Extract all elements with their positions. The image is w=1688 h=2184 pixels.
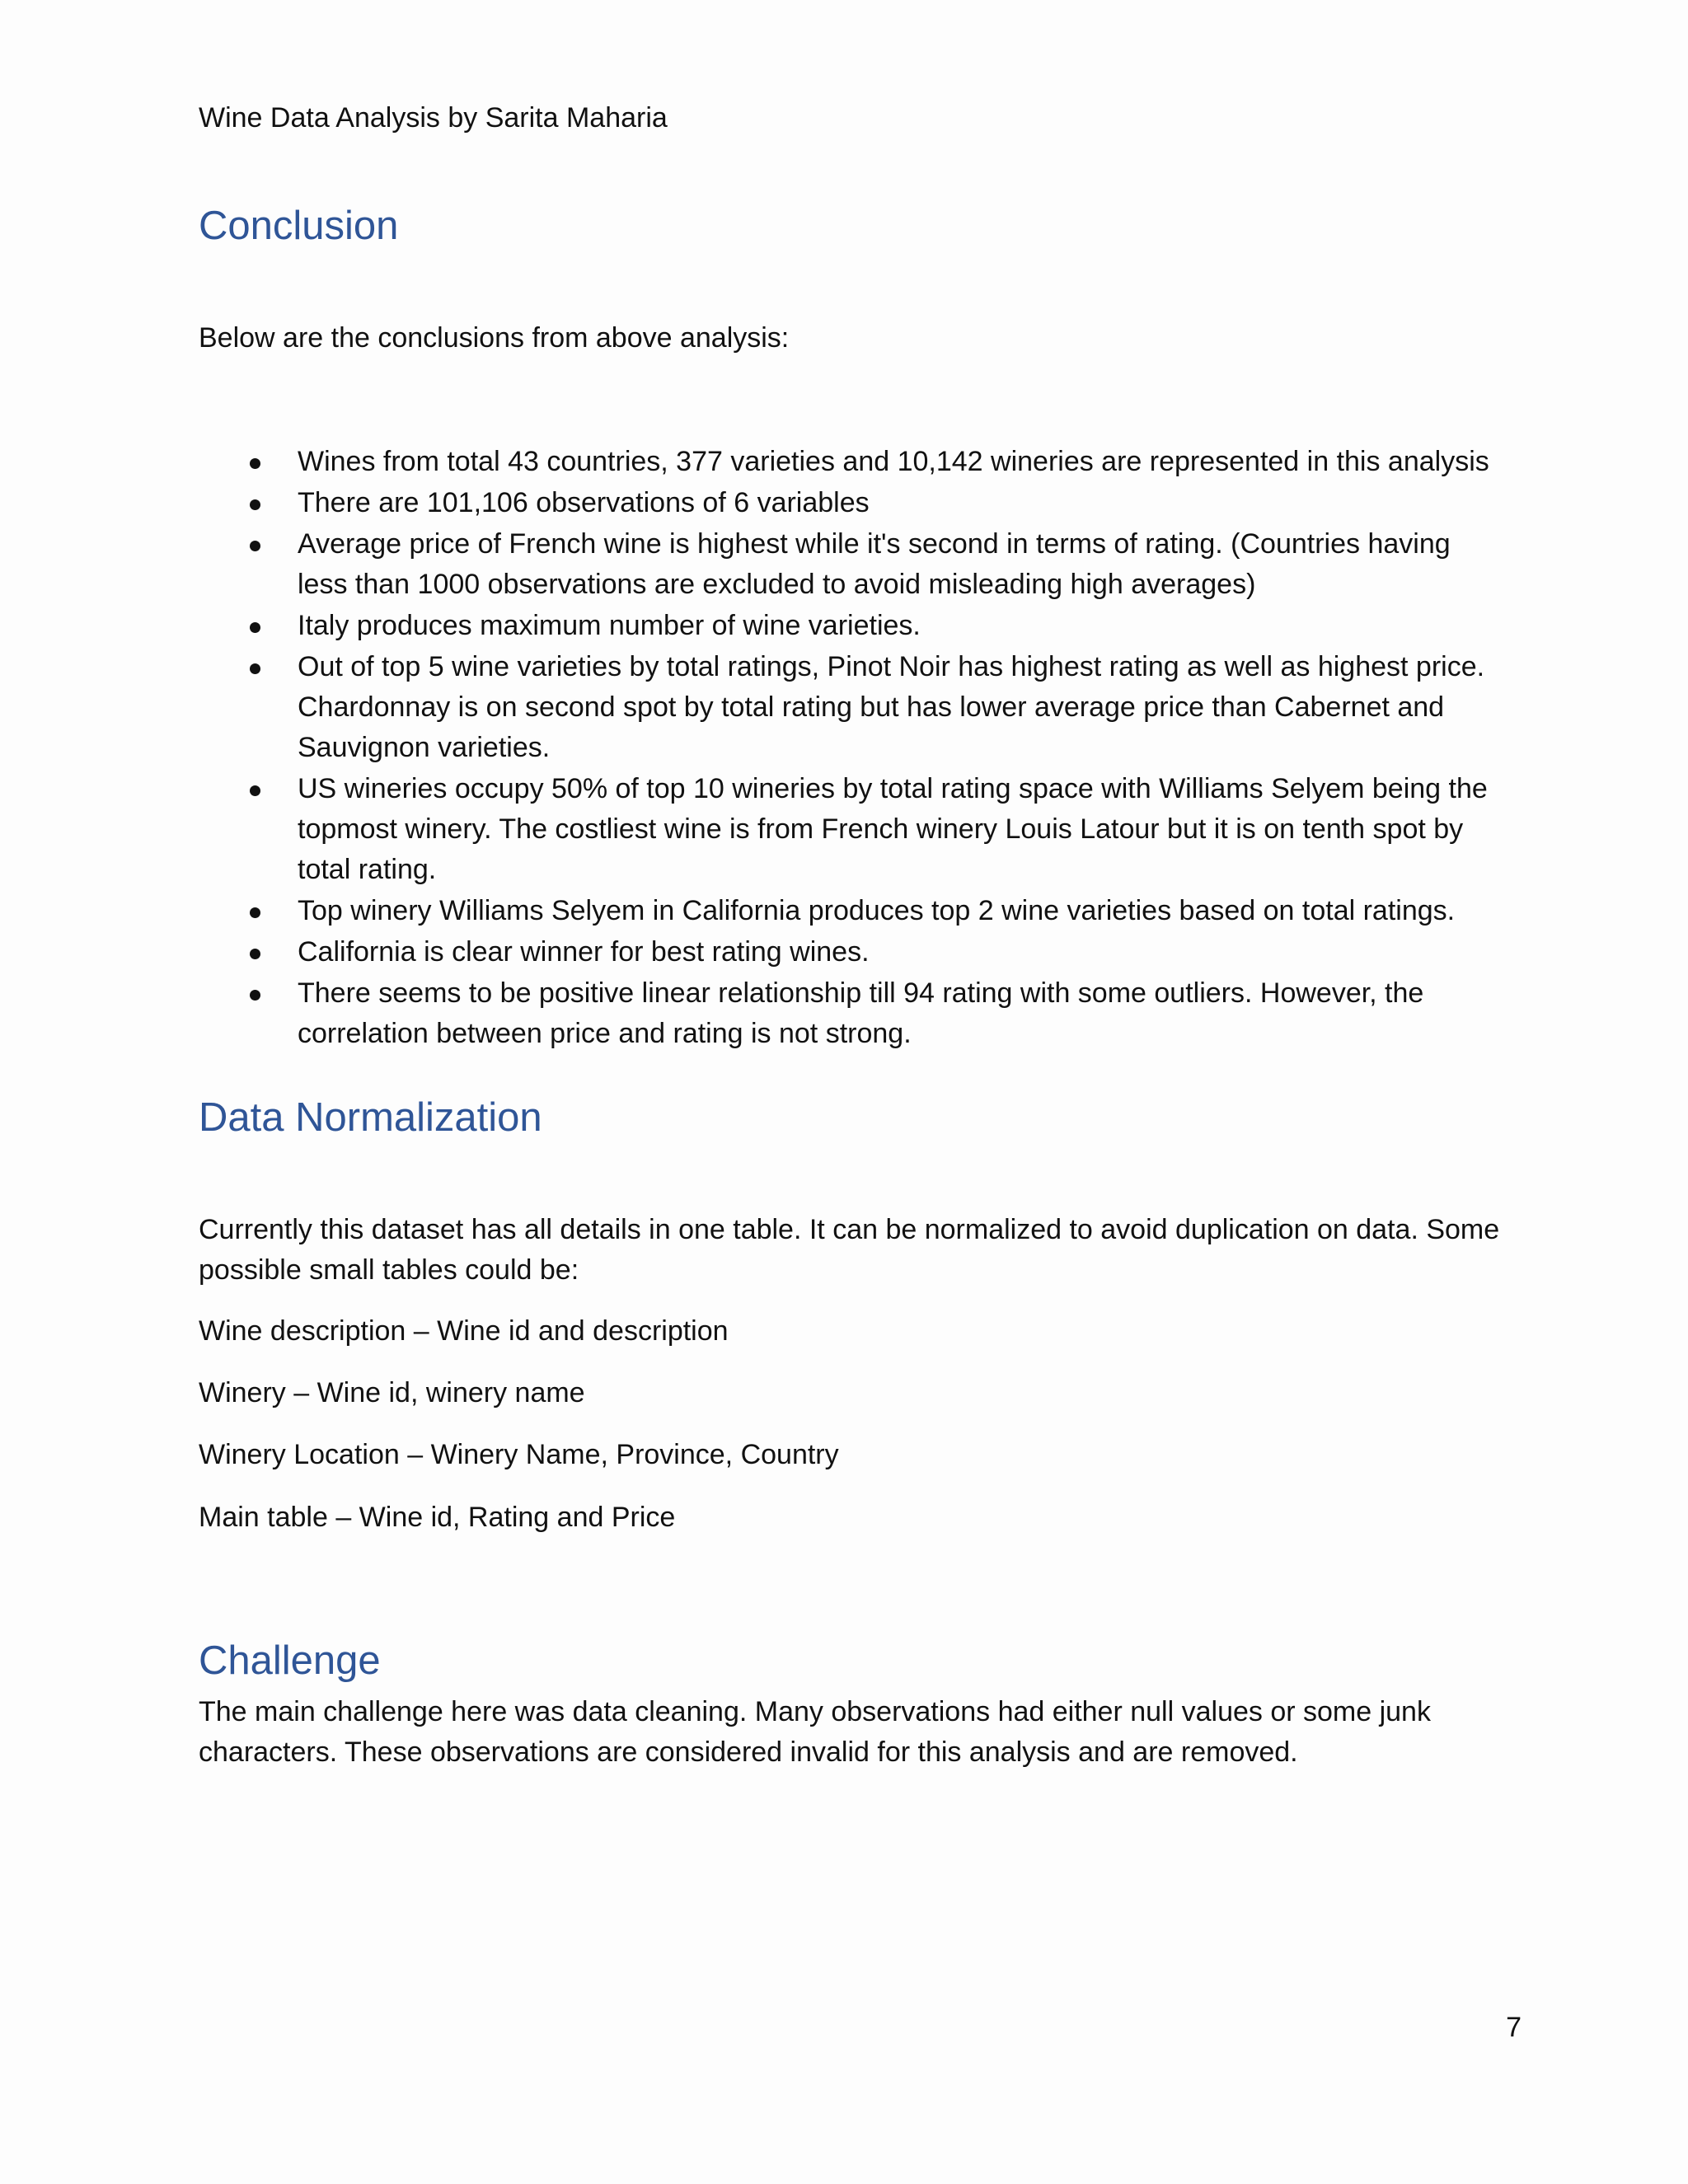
table-description-line: Main table – Wine id, Rating and Price (199, 1502, 676, 1533)
conclusion-heading: Conclusion (199, 204, 399, 248)
challenge-heading: Challenge (199, 1638, 381, 1683)
conclusion-bullet-list (199, 442, 1501, 1055)
bullet-icon (250, 663, 260, 674)
page-number: 7 (1506, 2012, 1522, 2043)
bullet-icon (250, 622, 260, 633)
normalization-heading: Data Normalization (199, 1095, 542, 1140)
bullet-text: Italy produces maximum number of wine varieties. (298, 610, 921, 641)
bullet-icon (250, 541, 260, 551)
table-description-line: Winery – Wine id, winery name (199, 1377, 585, 1408)
bullet-text: Average price of French wine is highest while it's second in terms of rating. (Countries having less than 1000 observations are excluded to avoid misleading high averages) (298, 528, 1451, 600)
bullet-icon (250, 949, 260, 959)
table-description-line: Winery Location – Winery Name, Province, Country (199, 1439, 839, 1470)
bullet-text: Wines from total 43 countries, 377 varieties and 10,142 wineries are represented in this analysis (298, 446, 1489, 477)
bullet-text: US wineries occupy 50% of top 10 wineries by total rating space with Williams Selyem being the topmost winery. The costliest wine is from French winery Louis Latour but it is on tenth spot by total rating. (298, 773, 1488, 885)
bullet-icon (250, 458, 260, 469)
list-item (199, 973, 1501, 1054)
conclusion-intro: Below are the conclusions from above analysis: (199, 322, 790, 354)
normalization-intro: Currently this dataset has all details in one table. It can be normalized to avoid duplication on data. Some possible small tables could be: (199, 1214, 1500, 1286)
list-item (199, 769, 1501, 890)
list-item (199, 606, 1501, 646)
bullet-text: There seems to be positive linear relationship till 94 rating with some outliers. However, the correlation between price and rating is not strong. (298, 977, 1424, 1049)
bullet-icon (250, 785, 260, 796)
bullet-icon (250, 990, 260, 1001)
list-item (199, 932, 1501, 972)
challenge-text: The main challenge here was data cleaning. Many observations had either null values or some junk characters. These observations are considered invalid for this analysis and are removed. (199, 1696, 1431, 1768)
bullet-text: There are 101,106 observations of 6 variables (298, 487, 870, 518)
running-header: Wine Data Analysis by Sarita Maharia (199, 102, 668, 134)
bullet-icon (250, 499, 260, 510)
list-item (199, 647, 1501, 768)
list-item (199, 524, 1501, 605)
bullet-text: Out of top 5 wine varieties by total ratings, Pinot Noir has highest rating as well as highest price. Chardonnay is on second spot by total rating but has lower average price than Cabernet and Sauvignon varieties. (298, 651, 1485, 763)
list-item (199, 891, 1501, 931)
list-item (199, 483, 1501, 523)
table-description-line: Wine description – Wine id and description (199, 1315, 729, 1347)
bullet-icon (250, 907, 260, 918)
bullet-text: Top winery Williams Selyem in California produces top 2 wine varieties based on total ratings. (298, 895, 1456, 926)
list-item (199, 442, 1501, 482)
bullet-text: California is clear winner for best rating wines. (298, 936, 870, 968)
